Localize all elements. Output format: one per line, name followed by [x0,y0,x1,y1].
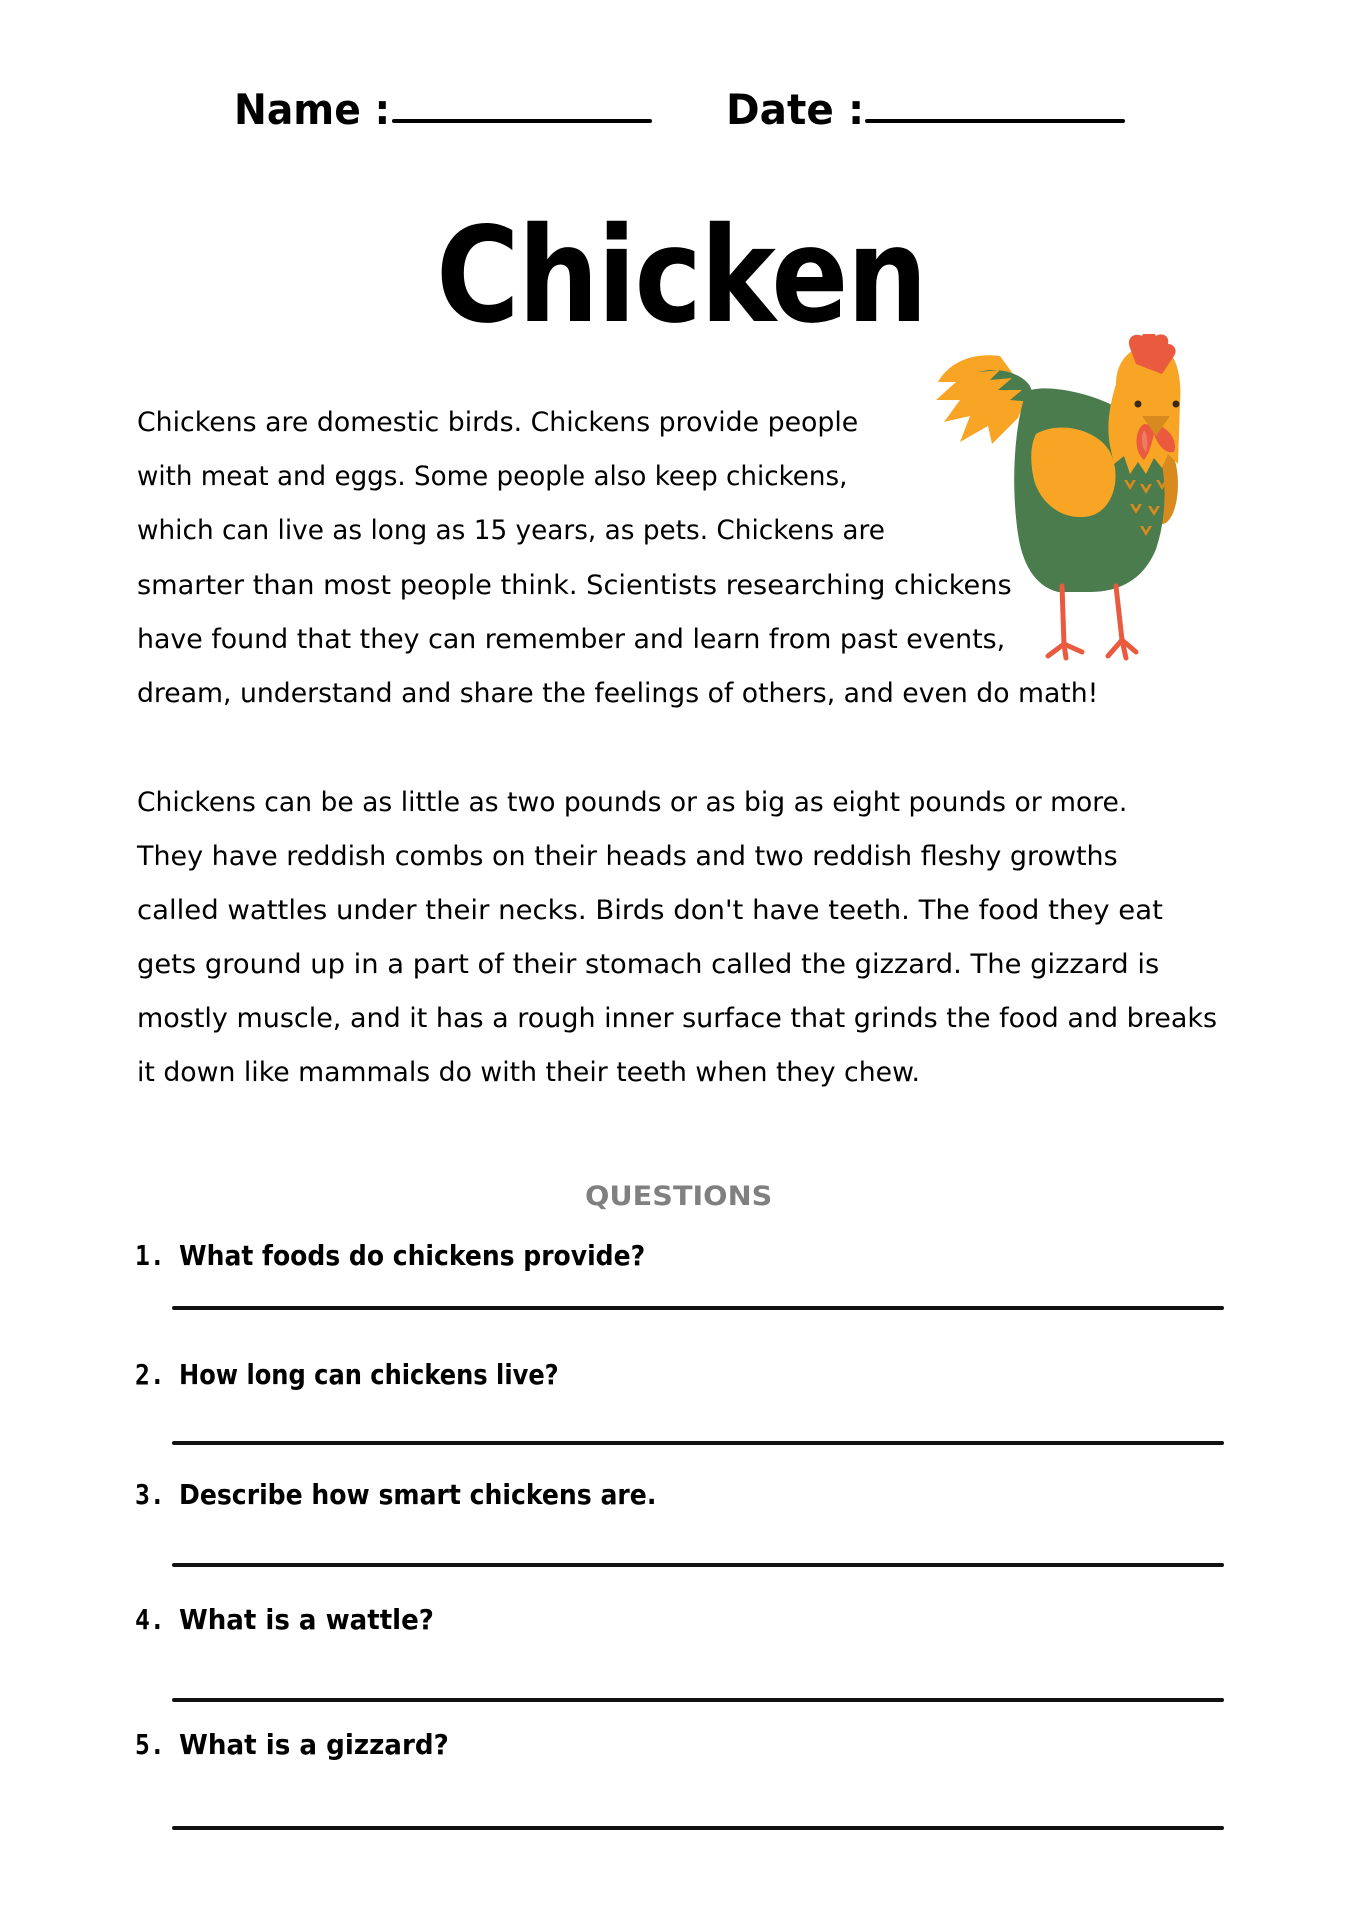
passage-line: which can live as long as 15 years, as pets. Chickens are [137,514,885,546]
answer-line-3[interactable] [172,1563,1224,1567]
passage-line: mostly muscle, and it has a rough inner surface that grinds the food and breaks [137,1002,1218,1034]
passage-line: Chickens can be as little as two pounds or as big as eight pounds or more. [137,786,1128,818]
question-text: What is a gizzard? [179,1728,449,1761]
passage-line: smarter than most people think. Scientists researching chickens [137,569,1012,601]
answer-line-5[interactable] [172,1826,1224,1830]
passage-line: with meat and eggs. Some people also keep chickens, [137,460,848,492]
answer-line-1[interactable] [172,1306,1224,1310]
passage-line: Chickens are domestic birds. Chickens provide people [137,406,859,438]
name-blank-field[interactable] [392,119,652,123]
question-text: What foods do chickens provide? [179,1239,646,1272]
passage-line: gets ground up in a part of their stomach called the gizzard. The gizzard is [137,948,1160,980]
question-text: What is a wattle? [179,1603,434,1636]
questions-heading: QUESTIONS [585,1180,773,1212]
question-text: Describe how smart chickens are. [179,1478,657,1511]
date-blank-field[interactable] [865,119,1125,123]
date-label: Date : [726,85,865,134]
question-number: 2. [135,1358,165,1391]
passage-line: called wattles under their necks. Birds don't have teeth. The food they eat [137,894,1163,926]
question-number: 1. [135,1239,165,1272]
passage-line: it down like mammals do with their teeth when they chew. [137,1056,920,1088]
passage-line: dream, understand and share the feelings of others, and even do math! [137,677,1099,709]
question-number: 3. [135,1478,165,1511]
question-number: 5. [135,1728,165,1761]
answer-line-2[interactable] [172,1441,1224,1445]
question-text: How long can chickens live? [179,1358,559,1391]
answer-line-4[interactable] [172,1698,1224,1702]
passage-line: have found that they can remember and learn from past events, [137,623,1006,655]
question-number: 4. [135,1603,165,1636]
passage-line: They have reddish combs on their heads and two reddish fleshy growths [137,840,1118,872]
rooster-illustration-icon [930,334,1192,664]
name-label: Name : [234,85,391,134]
page-title: Chicken [436,199,927,353]
